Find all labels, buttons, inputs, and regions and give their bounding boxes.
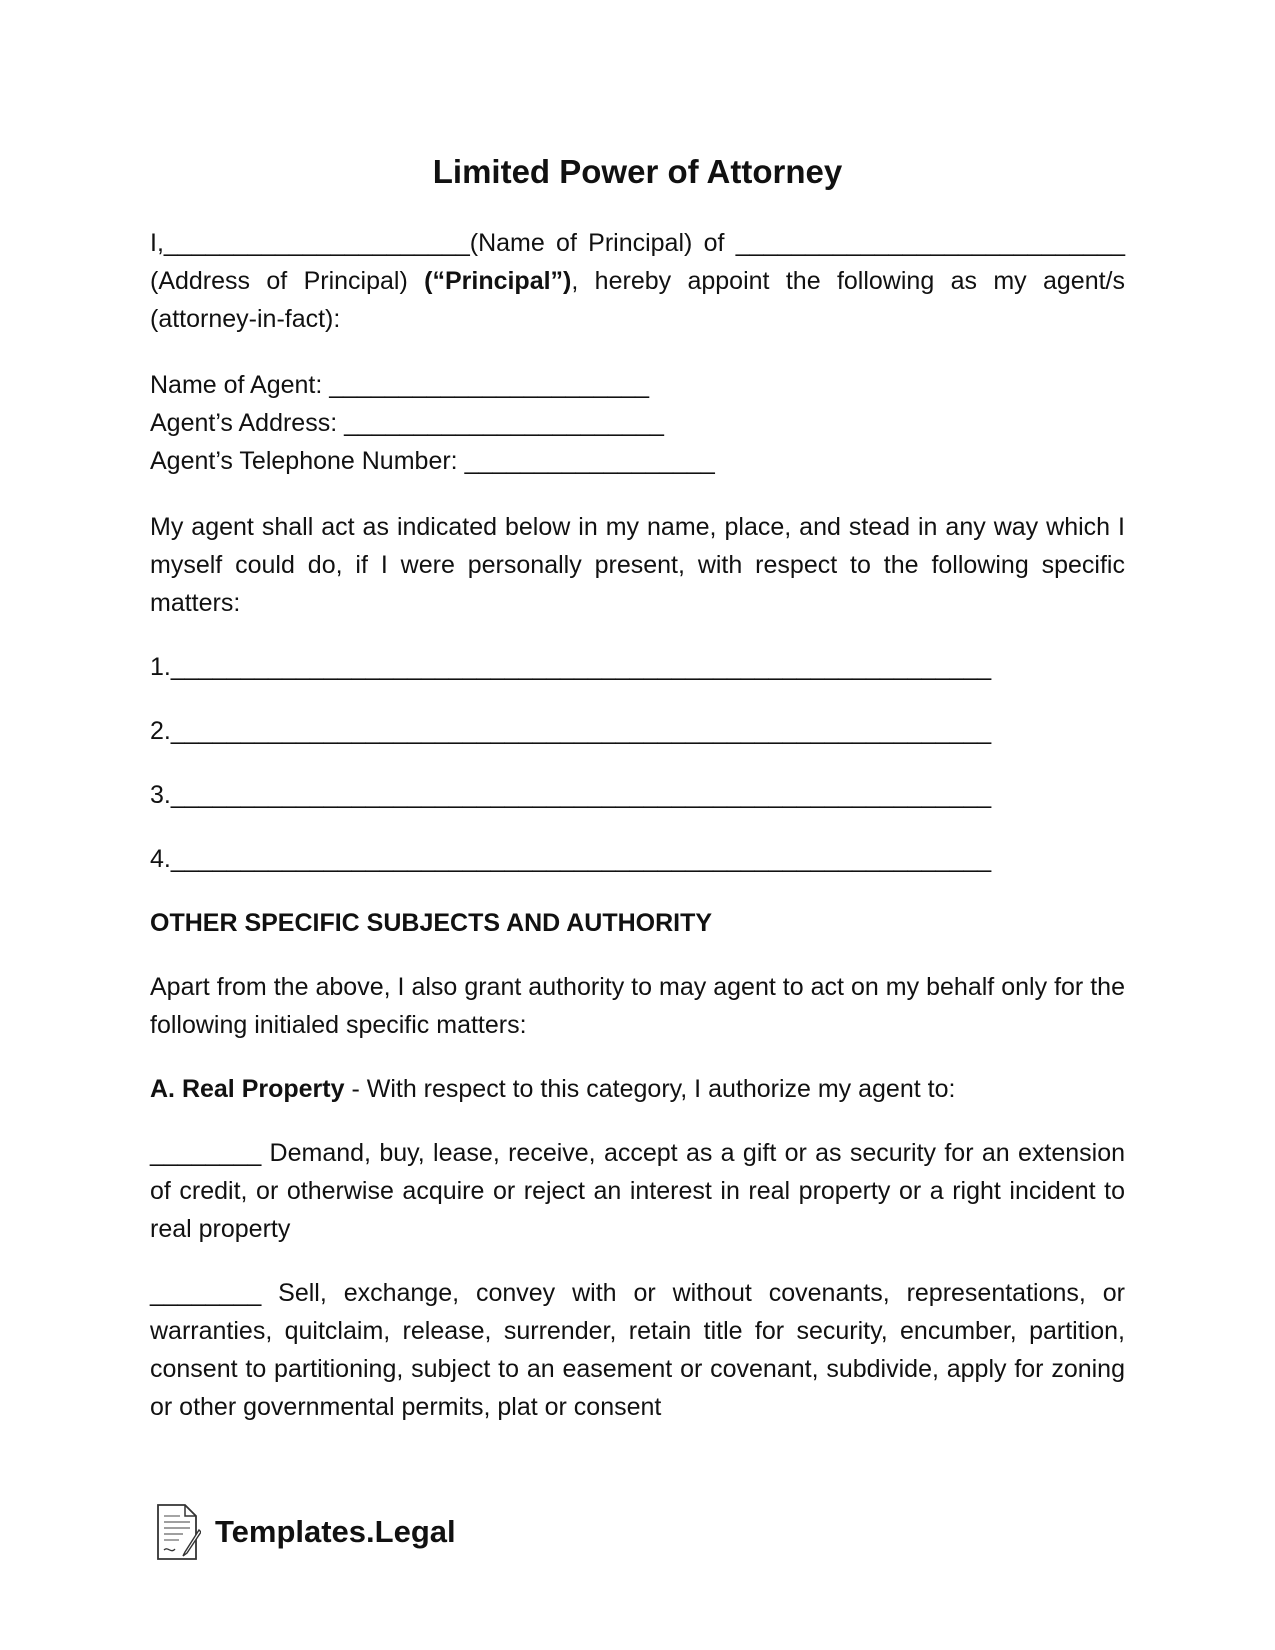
real-property-paragraph (150, 1070, 1125, 1108)
intro-paragraph (150, 224, 1125, 338)
intro-line-1: I,______________________(Name of Principal) of ____________________________ (150, 229, 1125, 257)
section-heading: OTHER SPECIFIC SUBJECTS AND AUTHORITY (150, 909, 713, 937)
document-page (150, 150, 1125, 1426)
real-property-text: - With respect to this category, I authorize my agent to: (344, 1075, 956, 1103)
principal-term: (“Principal”) (424, 267, 572, 295)
intro-appoint-text: , hereby appoint the following as my agent/s (attorney-in-fact): (150, 267, 1125, 333)
numbered-line-4: 4.___________________________________________________________ (150, 845, 992, 873)
agent-address-field: Agent’s Address: _______________________ (150, 409, 664, 437)
footer-brand: Templates.Legal (215, 1514, 456, 1549)
footer (155, 1500, 456, 1564)
numbered-line-1: 1.___________________________________________________________ (150, 653, 992, 681)
act-paragraph: My agent shall act as indicated below in my name, place, and stead in any way which I myself could do, if I were personally present, with respect to the following specific matters: (150, 513, 1125, 617)
agent-name-field: Name of Agent: _______________________ (150, 371, 650, 399)
apart-paragraph: Apart from the above, I also grant authority to may agent to act on my behalf only for the following initialed specific matters: (150, 973, 1125, 1039)
item-a1-paragraph: ________ Demand, buy, lease, receive, accept as a gift or as security for an extension of credit, or otherwise acquire or reject an interest in real property or a right incident to real property (150, 1139, 1125, 1243)
document-quill-icon (155, 1502, 201, 1562)
numbered-line-3: 3.___________________________________________________________ (150, 781, 992, 809)
numbered-line-2: 2.___________________________________________________________ (150, 717, 992, 745)
agent-fields (150, 366, 1125, 480)
document-title: Limited Power of Attorney (432, 153, 843, 190)
agent-phone-field: Agent’s Telephone Number: __________________ (150, 447, 715, 475)
item-a2-paragraph: ________ Sell, exchange, convey with or without covenants, representations, or warranties, quitclaim, release, surrender, retain title for security, encumber, partition, consent to partitioning, subject to an easement or covenant, subdivide, apply for zoning or other governmental permits, plat or consent (150, 1279, 1125, 1421)
intro-address-label: (Address of Principal) (150, 267, 425, 295)
real-property-label: A. Real Property (150, 1075, 345, 1103)
